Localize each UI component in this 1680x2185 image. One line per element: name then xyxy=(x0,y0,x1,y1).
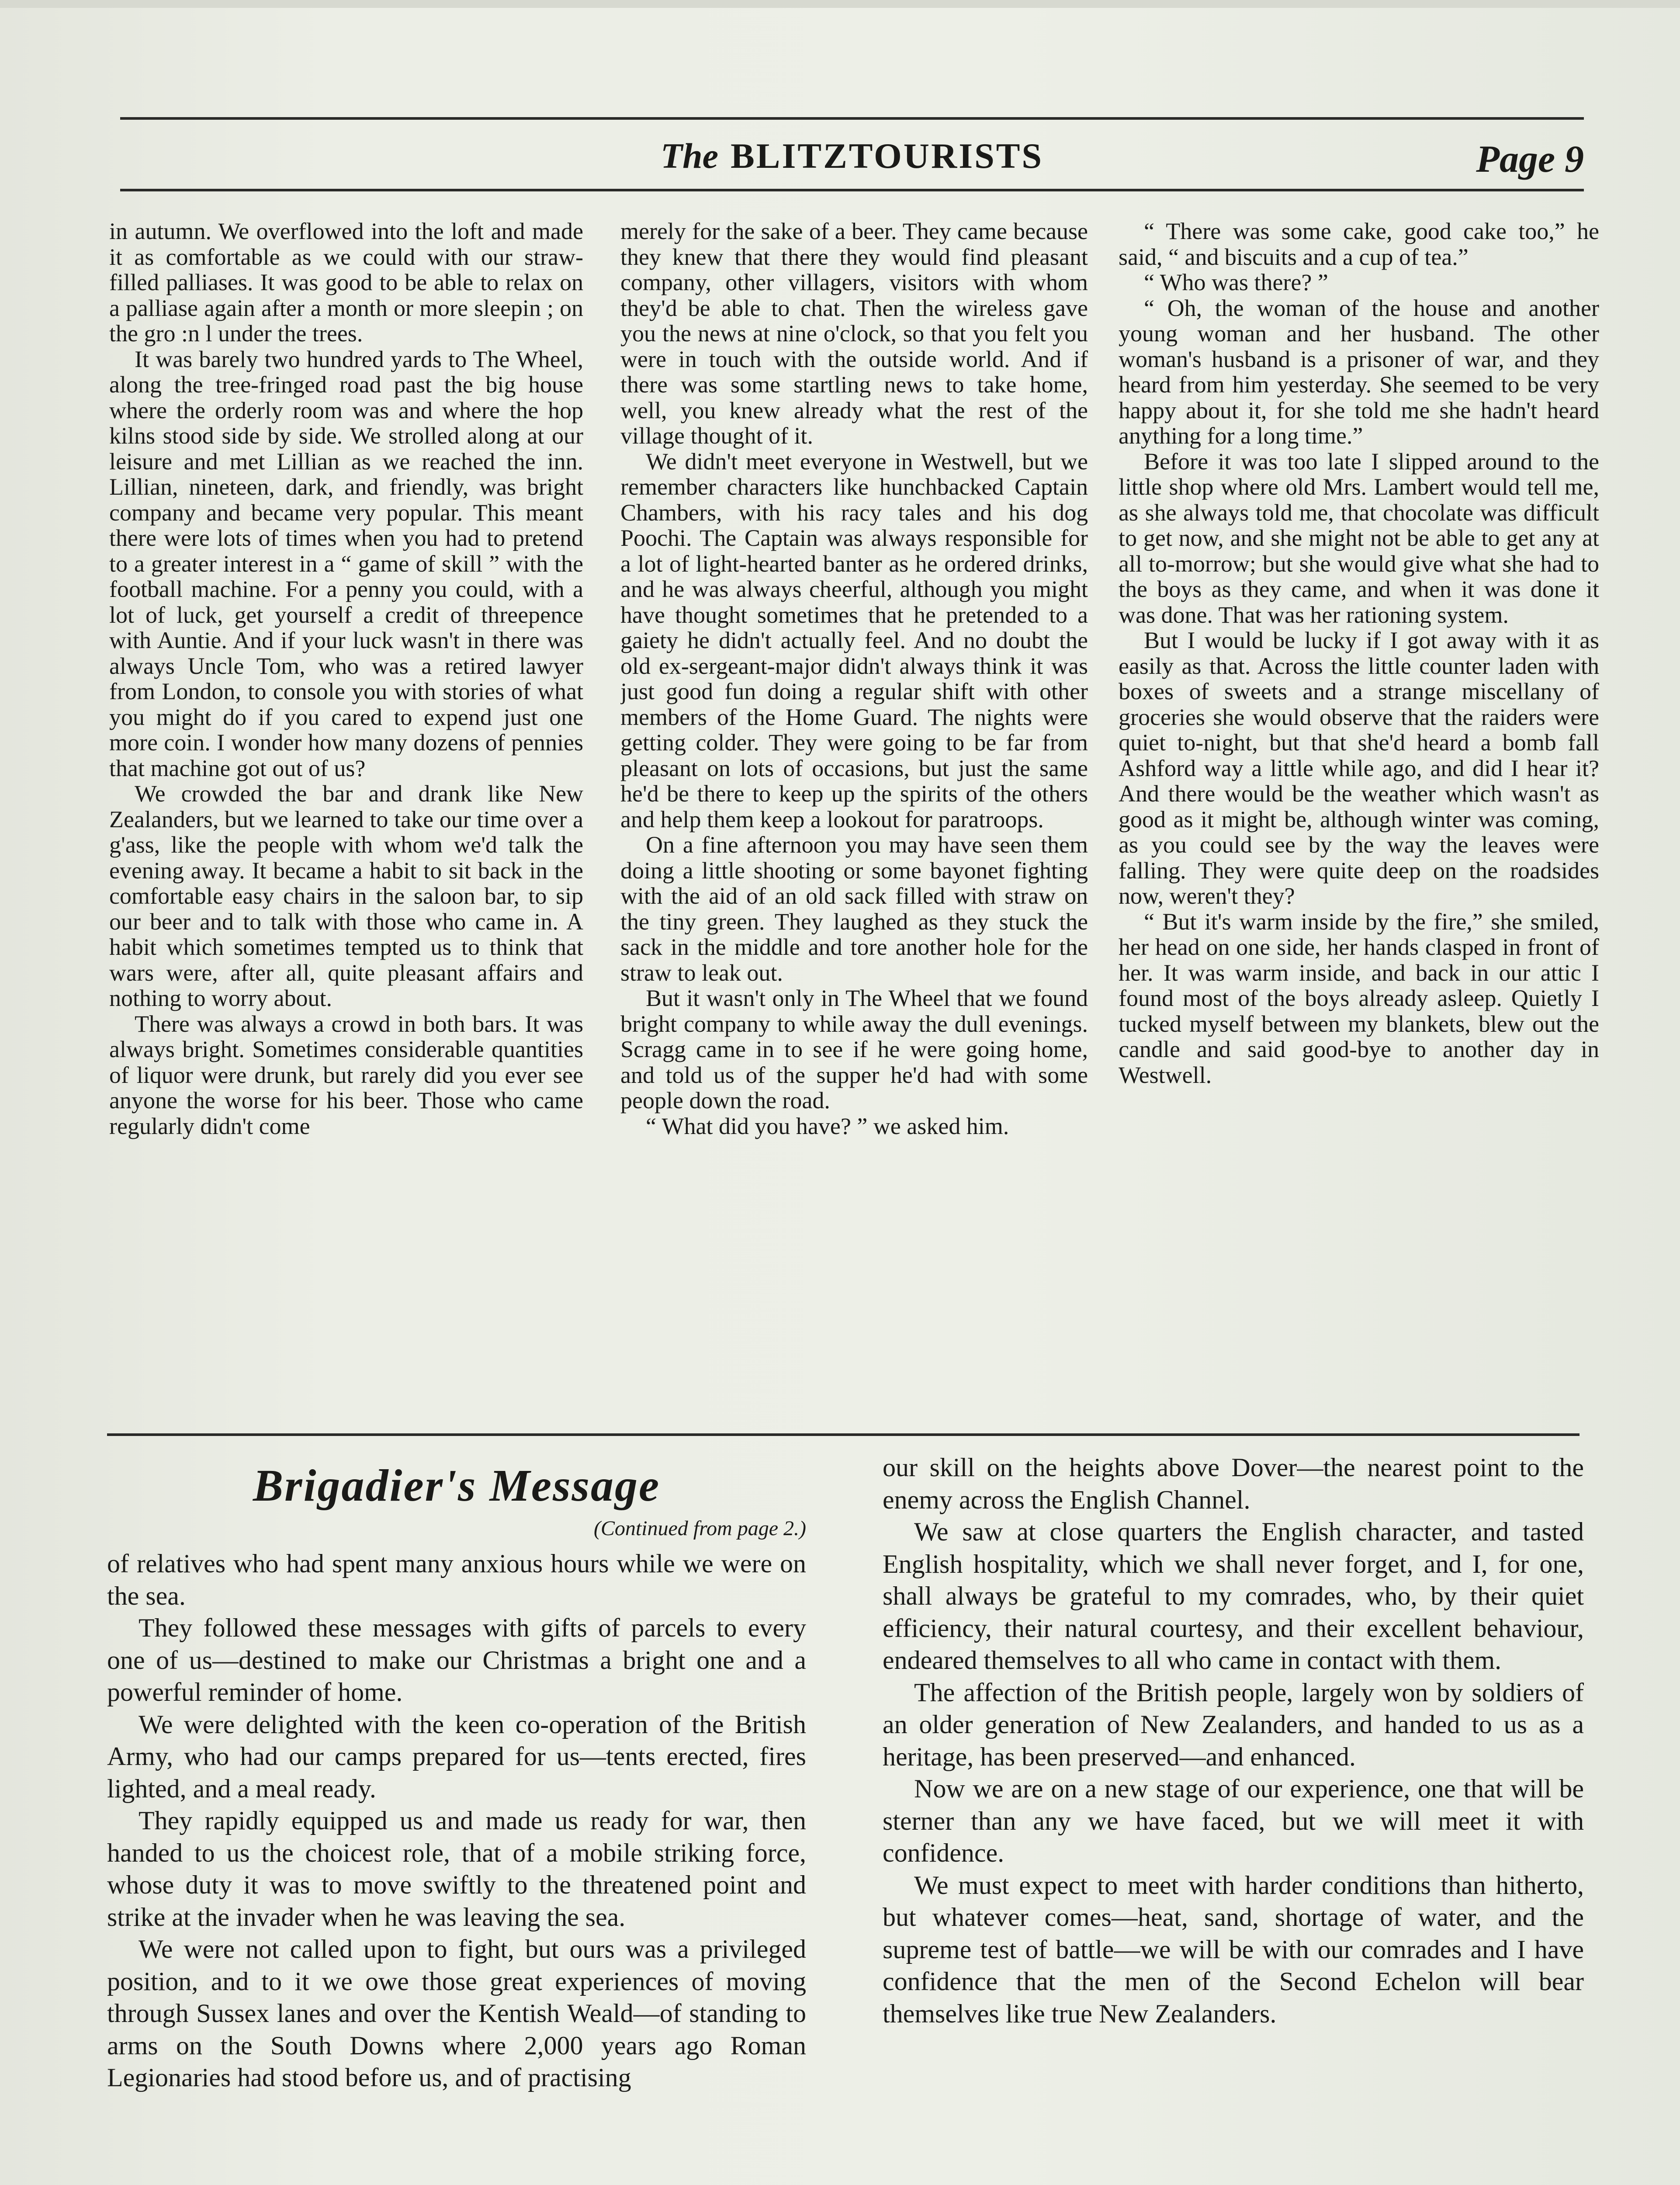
section-title: Brigadier's Message xyxy=(253,1460,661,1511)
article-columns xyxy=(109,218,1599,1416)
page-number: Page 9 xyxy=(1476,138,1584,180)
paragraph: in autumn. We overflowed into the loft and made it as comfortable as we could with our straw-filled palliases. It was good to be able to relax on a palliase again after a month or more sleepin ; on the gro :n l under the trees. xyxy=(109,218,583,347)
paragraph: our skill on the heights above Dover—the nearest point to the enemy across the English Channel. xyxy=(883,1453,1584,1514)
continued-note: (Continued from page 2.) xyxy=(593,1517,806,1540)
paragraph: The affection of the British people, largely won by soldiers of an older generation of New Zealanders, and handed to us as a heritage, has been preserved—and enhanced. xyxy=(883,1678,1584,1771)
paragraph: We saw at close quarters the English character, and tasted English hospitality, which we shall never forget, and I, for one, shall always be grateful to my comrades, who, by their quiet efficiency, their natural courtesy, and their excellent behaviour, endeared themselves to all who came in contact with them. xyxy=(883,1517,1584,1675)
header-rule-bottom xyxy=(120,189,1584,191)
paragraph: “ What did you have? ” we asked him. xyxy=(646,1113,1009,1139)
paragraph: of relatives who had spent many anxious hours while we were on the sea. xyxy=(107,1549,806,1610)
title-name: BLITZTOURISTS xyxy=(731,136,1044,176)
paragraph: We were delighted with the keen co-operation of the British Army, who had our camps prepared for us—tents erected, fires lighted, and a meal ready. xyxy=(107,1710,806,1803)
article-column-2 xyxy=(620,218,1088,1416)
publication-title xyxy=(120,135,1584,177)
message-column-2 xyxy=(883,1452,1584,2168)
paragraph: “ Who was there? ” xyxy=(1144,269,1328,295)
article-column-3 xyxy=(1119,218,1599,1416)
paragraph: They followed these messages with gifts of parcels to every one of us—destined to make our Christmas a bright one and a powerful reminder of home. xyxy=(107,1613,806,1706)
paragraph: We were not called upon to fight, but ours was a privileged position, and to it we owe those great experiences of moving through Sussex lanes and over the Kentish Weald—of standing to arms on the South Downs where 2,000 years ago Roman Legionaries had stood before us, and of practising xyxy=(107,1935,806,2092)
paragraph: On a fine afternoon you may have seen them doing a little shooting or some bayonet fighting with the aid of an old sack filled with straw on the tiny green. They laughed as they stuck the sack in the middle and tore another hole for the straw to leak out. xyxy=(620,832,1088,986)
brigadier-message-section xyxy=(107,1442,1584,2176)
paragraph: We didn't meet everyone in Westwell, but we remember characters like hunchbacked Captain Chambers, with his racy tales and his dog Poochi. The Captain was always responsible for a lot of light-hearted banter as he ordered drinks, and he was always cheerful, although you might have thought sometimes that he pretended to a gaiety he didn't actually feel. And no doubt the old ex-sergeant-major didn't always think it was just good fun doing a regular shift with other members of the Home Guard. The nights were getting colder. They were going to be far from pleasant on lots of occasions, but just the same he'd be there to keep up the spirits of the others and help them keep a lookout for paratroops. xyxy=(620,448,1088,832)
paragraph: But I would be lucky if I got away with it as easily as that. Across the little counter laden with boxes of sweets and a strange miscellany of groceries she would observe that the raiders were quiet to-night, but that she'd heard a bomb fall Ashford way a little while ago, and did I hear it? And there would be the weather which wasn't as good as it might be, although winter was coming, as you could see by the way the leaves were falling. They were quite deep on the roadsides now, weren't they? xyxy=(1119,627,1599,909)
page-top-edge xyxy=(0,0,1680,8)
paragraph: “ There was some cake, good cake too,” he said, “ and biscuits and a cup of tea.” xyxy=(1119,218,1599,270)
paragraph: Before it was too late I slipped around to the little shop where old Mrs. Lambert would tell me, as she always told me, that chocolate was difficult to get now, and she might not be able to get any at all to-morrow; but she would give what she had to the boys as they came, and when it was done it was done. That was her rationing system. xyxy=(1119,448,1599,628)
paragraph: It was barely two hundred yards to The Wheel, along the tree-fringed road past the big house where the orderly room was and where the hop kilns stood side by side. We strolled along at our leisure and met Lillian as we reached the inn. Lillian, nineteen, dark, and friendly, was bright company and became very popular. This meant there were lots of times when you had to pretend to a greater interest in a “ game of skill ” with the football machine. For a penny you could, with a lot of luck, get yourself a credit of threepence with Auntie. And if your luck wasn't in there was always Uncle Tom, who was a retired lawyer from London, to console you with stories of what you might do if you cared to expend just one more coin. I wonder how many dozens of pennies that machine got out of us? xyxy=(109,346,583,781)
article-column-1 xyxy=(109,218,583,1416)
paragraph: We crowded the bar and drank like New Zealanders, but we learned to take our time over a g'ass, like the people with whom we'd talk the evening away. It became a habit to sit back in the comfortable easy chairs in the saloon bar, to sip our beer and to talk with those who came in. A habit which sometimes tempted us to think that wars were, after all, quite pleasant affairs and nothing to worry about. xyxy=(109,780,583,1011)
message-column-1 xyxy=(107,1548,806,2168)
paragraph: There was always a crowd in both bars. It was always bright. Sometimes considerable quantities of liquor were drunk, but rarely did you ever see anyone the worse for his beer. Those who came regularly didn't come xyxy=(109,1010,583,1139)
paragraph: But it wasn't only in The Wheel that we found bright company to while away the dull evenings. Scragg came in to see if he were going home, and told us of the supper he'd had with some people down the road. xyxy=(620,985,1088,1113)
paragraph: “ Oh, the woman of the house and another young woman and her husband. The other woman's husband is a prisoner of war, and they heard from him yesterday. She seemed to be very happy about it, for she told me she hadn't heard anything for a long time.” xyxy=(1119,295,1599,449)
paragraph: We must expect to meet with harder conditions than hitherto, but whatever comes—heat, sand, shortage of water, and the supreme test of battle—we will be with our comrades and I have confidence that the men of the Second Echelon will bear themselves like true New Zealanders. xyxy=(883,1870,1584,2028)
section-divider xyxy=(107,1433,1580,1436)
page-header xyxy=(120,127,1584,188)
paragraph: merely for the sake of a beer. They came because they knew that there they would find pleasant company, other villagers, visitors with whom they'd be able to chat. Then the wireless gave you the news at nine o'clock, so that you felt you were in touch with the outside world. And if there was some startling news to take home, well, you knew already what the rest of the village thought of it. xyxy=(620,218,1088,449)
paragraph: They rapidly equipped us and made us ready for war, then handed to us the choicest role, that of a mobile striking force, whose duty it was to move swiftly to the threatened point and strike at the invader when he was leaving the sea. xyxy=(107,1806,806,1932)
header-rule-top xyxy=(120,117,1584,120)
paragraph: Now we are on a new stage of our experience, one that will be sterner than any we have faced, but we will meet it with confidence. xyxy=(883,1774,1584,1867)
paragraph: “ But it's warm inside by the fire,” she smiled, her head on one side, her hands clasped in front of her. It was warm inside, and back in our attic I found most of the boys already asleep. Quietly I tucked myself between my blankets, blew out the candle and said good-bye to another day in Westwell. xyxy=(1119,908,1599,1088)
title-article: The xyxy=(660,136,719,176)
